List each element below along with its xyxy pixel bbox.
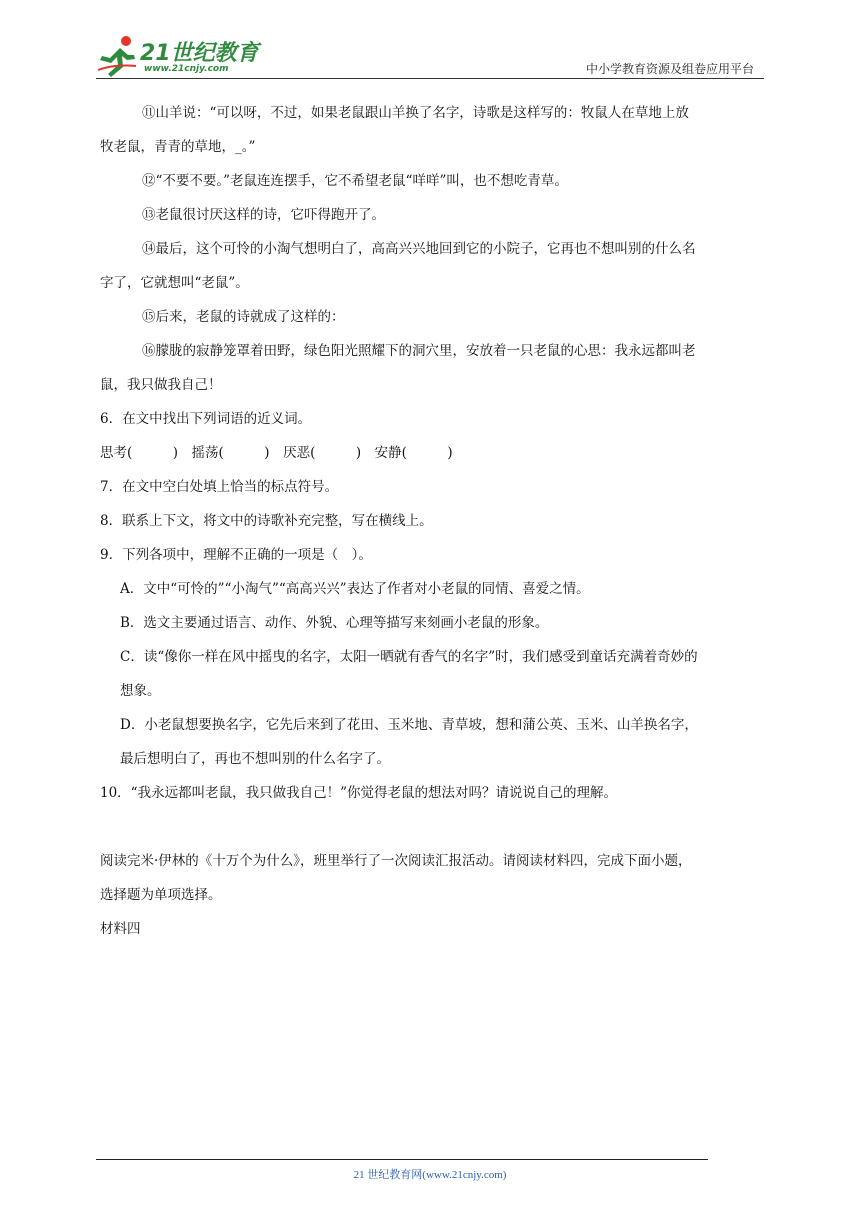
paragraph: 牧老鼠，青青的草地，_。” <box>100 139 256 155</box>
question-9: 9．下列各项中，理解不正确的一项是（ ）。 <box>100 547 372 563</box>
running-figure-icon <box>96 34 142 78</box>
question-10: 10．“我永远都叫老鼠，我只做我自己！”你觉得老鼠的想法对吗？请说说自己的理解。 <box>100 785 617 801</box>
paragraph: ⑫“不要不要。”老鼠连连摆手，它不希望老鼠“咩咩”叫，也不想吃青草。 <box>142 173 568 189</box>
question-6-blanks: 思考( ) 摇荡( ) 厌恶( ) 安静( ) <box>100 445 453 461</box>
paragraph: 字了，它就想叫“老鼠”。 <box>100 275 249 291</box>
option-a: A．文中“可怜的”“小淘气”“高高兴兴”表达了作者对小老鼠的同情、喜爱之情。 <box>120 581 590 597</box>
paragraph: 鼠，我只做我自己！ <box>100 377 222 393</box>
footer-divider <box>96 1159 708 1160</box>
platform-name: 中小学教育资源及组卷应用平台 <box>585 62 754 76</box>
paragraph: ⑮后来，老鼠的诗就成了这样的： <box>142 309 345 325</box>
paragraph: ⑬老鼠很讨厌这样的诗，它吓得跑开了。 <box>142 207 385 223</box>
logo-url: www.21cnjy.com <box>144 64 229 74</box>
option-c-cont: 想象。 <box>120 683 161 699</box>
paragraph: ⑯朦胧的寂静笼罩着田野，绿色阳光照耀下的洞穴里，安放着一只老鼠的心思：我永远都叫老 <box>142 343 696 359</box>
option-c: C．读“像你一样在风中摇曳的名字，太阳一晒就有香气的名字”时，我们感受到童话充满着奇妙的 <box>120 649 698 665</box>
material-label: 材料四 <box>100 921 141 937</box>
page-footer: 21 世纪教育网(www.21cnjy.com) <box>353 1169 507 1181</box>
option-d: D．小老鼠想要换名字，它先后来到了花田、玉米地、青草坡，想和蒲公英、玉米、山羊换名字， <box>120 717 698 733</box>
logo-text: 21世纪教育 <box>140 41 259 66</box>
question-8: 8．联系上下文，将文中的诗歌补充完整，写在横线上。 <box>100 513 433 529</box>
question-7: 7．在文中空白处填上恰当的标点符号。 <box>100 479 339 495</box>
question-6: 6．在文中找出下列词语的近义词。 <box>100 411 312 427</box>
reading-intro: 阅读完米·伊林的《十万个为什么》，班里举行了一次阅读汇报活动。请阅读材料四，完成下面小题， <box>100 853 692 869</box>
paragraph: ⑪山羊说：“可以呀，不过，如果老鼠跟山羊换了名字，诗歌是这样写的：牧鼠人在草地上放 <box>142 105 689 121</box>
option-d-cont: 最后想明白了，再也不想叫别的什么名字了。 <box>120 751 390 767</box>
option-b: B．选文主要通过语言、动作、外貌、心理等描写来刻画小老鼠的形象。 <box>120 615 549 631</box>
reading-intro-cont: 选择题为单项选择。 <box>100 887 222 903</box>
page-header <box>96 28 764 80</box>
logo <box>96 34 266 78</box>
header-divider <box>96 78 764 79</box>
paragraph: ⑭最后，这个可怜的小淘气想明白了，高高兴兴地回到它的小院子，它再也不想叫别的什么名 <box>142 241 696 257</box>
